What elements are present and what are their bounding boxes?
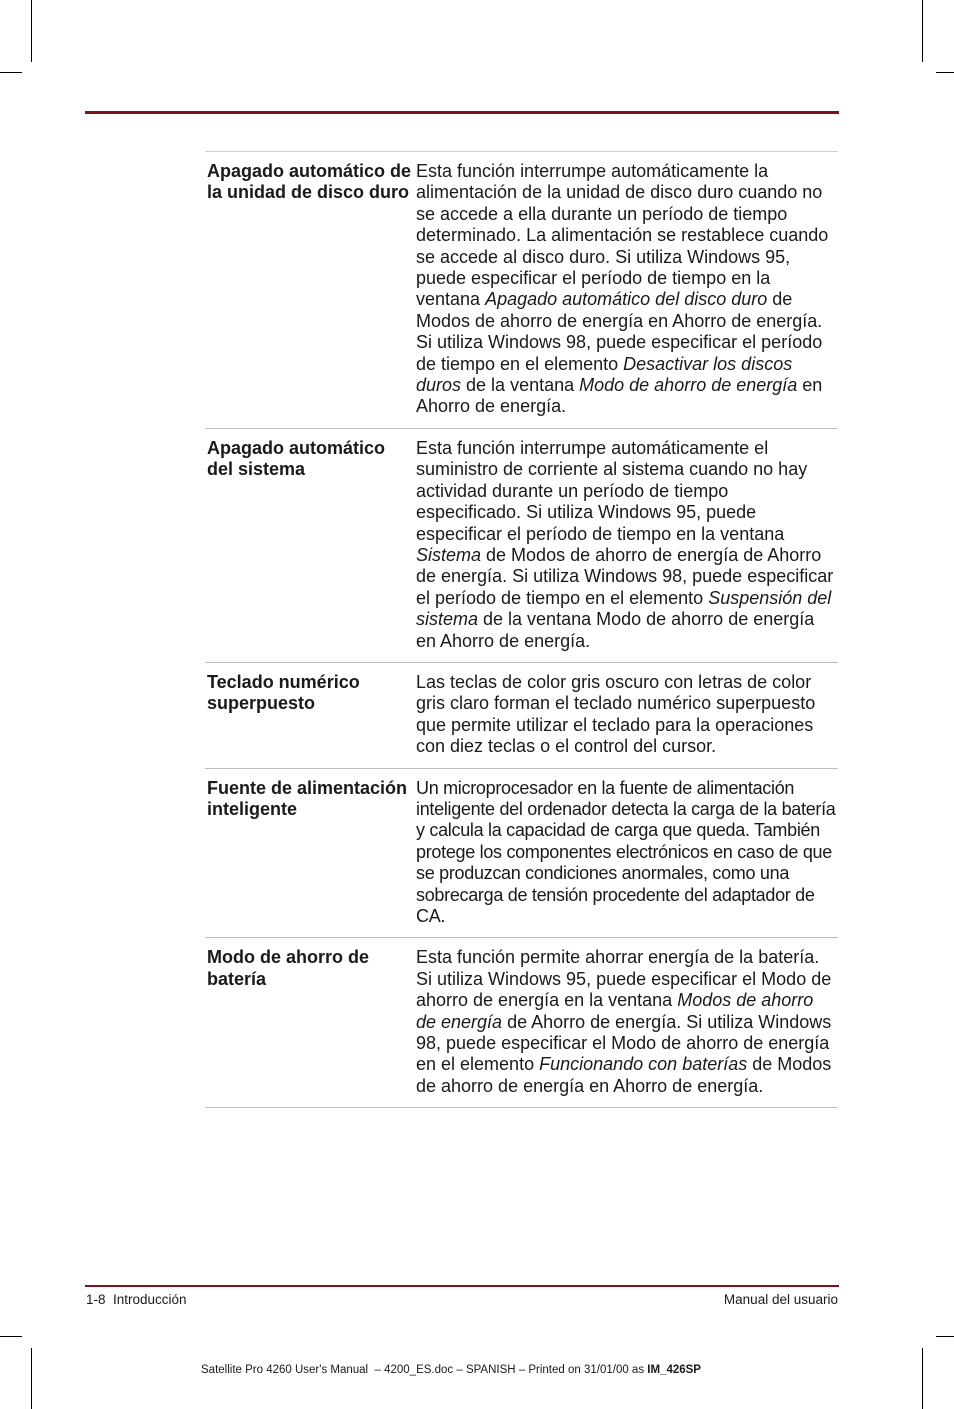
- crop-mark: [0, 1336, 22, 1337]
- footer-manual-title: Manual del usuario: [723, 1292, 838, 1307]
- term-label: Fuente de alimentación inteligente: [207, 777, 408, 819]
- table-row: [205, 663, 838, 769]
- term-description: Esta función interrumpe automáticamente el suministro de corriente al sistema cuando no hay actividad durante un período de tiempo especificado. Si utiliza Windows 95, puede especificar el período de tiempo en la ventana Sistema de Modos de ahorro de energía de Ahorro de energía. Si utiliza Windows 98, puede especificar el período de tiempo en el elemento Suspensión del sistema de la ventana Modo de ahorro de energía en Ahorro de energía.: [416, 437, 834, 651]
- crop-mark: [31, 1348, 32, 1409]
- term-label: Apagado automático de la unidad de disco duro: [207, 161, 412, 203]
- term-description: Un microprocesador en la fuente de alimentación inteligente del ordenador detecta la carga de la batería y calcula la capacidad de carga que queda. También protege los componentes electrónicos en caso de que se produzcan condiciones anormales, como una sobrecarga de tensión procedente del adaptador de CA.: [416, 777, 836, 926]
- crop-mark: [922, 1348, 923, 1409]
- crop-mark: [922, 0, 923, 62]
- crop-mark: [0, 72, 22, 73]
- table-row: [205, 769, 838, 939]
- term-description: Esta función permite ahorrar energía de la batería. Si utiliza Windows 95, puede especificar el Modo de ahorro de energía en la ventana Modos de ahorro de energía de Ahorro de energía. Si utiliza Windows 98, puede especificar el Modo de ahorro de energía en el elemento Funcionando con baterías de Modos de ahorro de energía en Ahorro de energía.: [416, 947, 832, 1096]
- definition-table: [205, 151, 838, 1108]
- footer-rule: [85, 1285, 839, 1287]
- footer-page-label: 1-8 Introducción: [86, 1292, 187, 1307]
- table-row: [205, 429, 838, 663]
- term-label: Teclado numérico superpuesto: [207, 671, 360, 714]
- term-label: Apagado automático del sistema: [207, 437, 386, 480]
- crop-mark: [936, 1336, 954, 1337]
- print-info: Satellite Pro 4260 User's Manual – 4200_ES.doc – SPANISH – Printed on 31/01/00 as IM_426SP: [201, 1364, 701, 1376]
- crop-mark: [936, 72, 954, 73]
- term-label: Modo de ahorro de batería: [207, 947, 369, 989]
- table-row: [205, 152, 838, 429]
- crop-mark: [31, 0, 32, 62]
- term-description: Esta función interrumpe automáticamente la alimentación de la unidad de disco duro cuando no se accede a ella durante un período de tiempo determinado. La alimentación se restablece cuando se accede al disco duro. Si utiliza Windows 95, puede especificar el período de tiempo en la ventana Apagado automático del disco duro de Modos de ahorro de energía en Ahorro de energía. Si utiliza Windows 98, puede especificar el período de tiempo en el elemento Desactivar los discos duros de la ventana Modo de ahorro de energía en Ahorro de energía.: [416, 161, 829, 417]
- header-rule: [85, 111, 839, 114]
- table-row: [205, 938, 838, 1108]
- print-code: IM_426SP: [647, 1364, 701, 1376]
- term-description: Las teclas de color gris oscuro con letras de color gris claro forman el teclado numérico superpuesto que permite utilizar el teclado para la operaciones con diez teclas o el control del cursor.: [416, 671, 816, 757]
